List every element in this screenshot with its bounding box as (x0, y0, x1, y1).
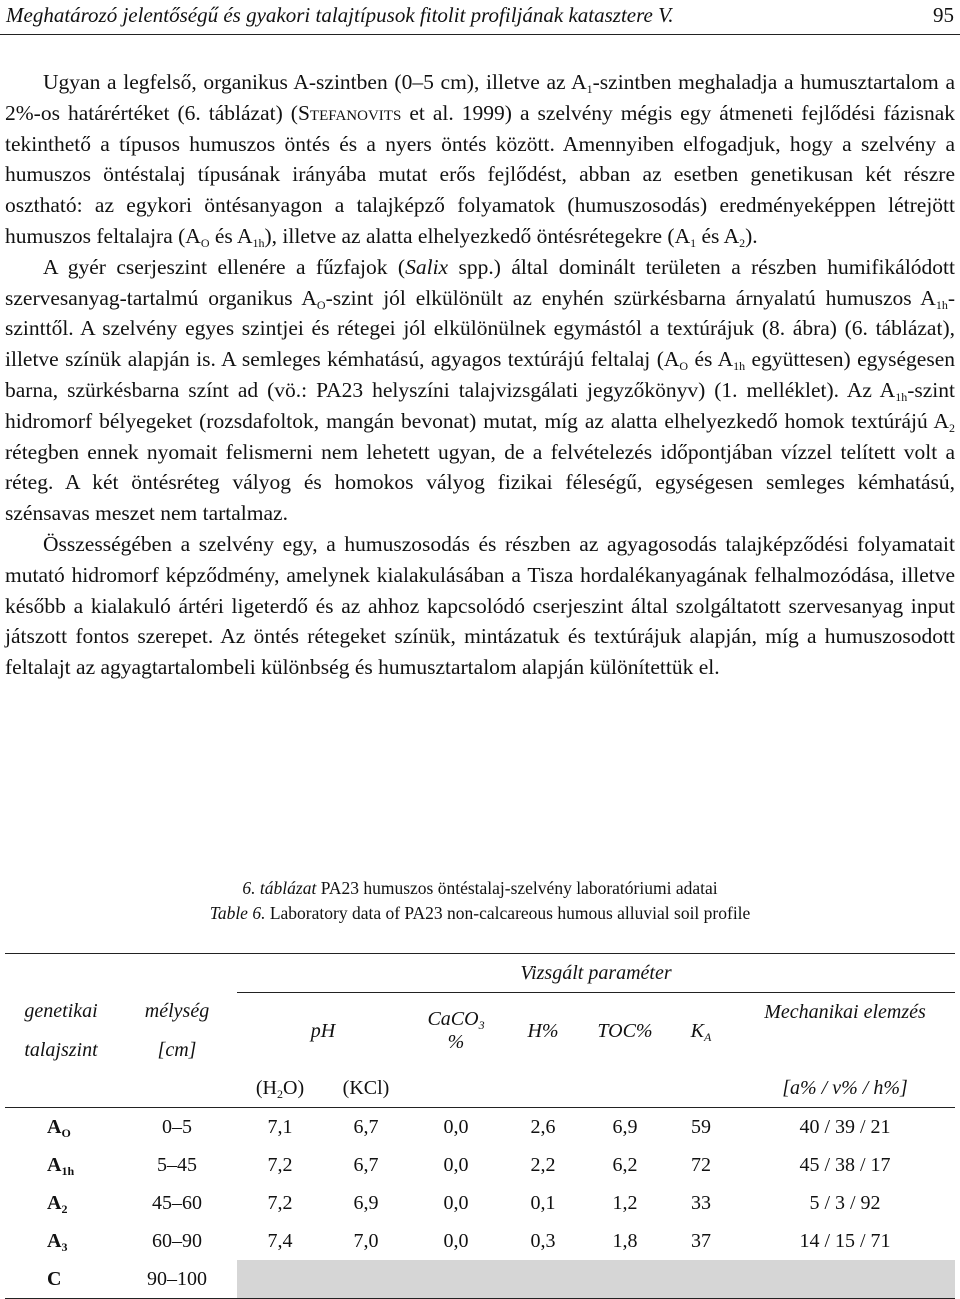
caption-label: 6. táblázat (242, 878, 317, 898)
cell-depth: 5–45 (157, 1153, 197, 1176)
table-row (5, 1108, 955, 1147)
col-ka (667, 993, 735, 1070)
paragraph-3: Összességében a szelvény egy, a humuszosodás és részben az agyagosodás talajképződési folyamatait mutató hidromorf képződmény, amelynek kialakulásában a Tisza hordalékanyagának felhalmozódása, illetve később a kialakuló ártéri ligeterdő és az ahhoz kapcsolódó cserjeszint által szolgáltatott szervesanyag input játszott fontos szerepet. Az öntés rétegeket színük, mintázatuk és textúrájuk alapján, míg a humuszosodott feltalajt az agyagtartalombeli különbség és humusztartalom alapján különítettük el. (5, 531, 955, 680)
h2o-label: O) (283, 1076, 305, 1099)
table-row (5, 1260, 955, 1299)
col-mech-unit: [a% / v% / h%] (782, 1076, 908, 1099)
cell-ph-kcl: 6,9 (353, 1191, 379, 1214)
soil-level (5, 1222, 117, 1260)
cell-toc: 1,2 (612, 1191, 638, 1214)
empty-cell (503, 1069, 583, 1108)
table-row (5, 1184, 955, 1222)
h2o-label: (H (255, 1076, 277, 1099)
author-name: Stefanovits (297, 100, 402, 125)
cell-mech: 14 / 15 / 71 (799, 1229, 891, 1252)
species-name: Salix (405, 254, 449, 279)
cell-depth: 0–5 (162, 1115, 192, 1138)
col-h: H% (527, 1019, 559, 1042)
cell-ph-kcl: 7,0 (353, 1229, 379, 1252)
cell-ph-h2o: 7,1 (267, 1115, 293, 1138)
cell-caco3: 0,0 (443, 1153, 469, 1176)
caco3-label: CaCO (427, 1008, 479, 1030)
ka-label: K (690, 1019, 704, 1042)
col-mech: Mechanikai elemzés (764, 1000, 926, 1023)
level-letter: A (47, 1153, 62, 1176)
level-letter: A (47, 1191, 62, 1214)
header-row-2 (5, 993, 955, 1032)
text-run: -szint hidromorf bélyegeket (rozsdafoltok, mangán bevonat) mutat, míg az alatta elhelyezkedő homok textúrájú A (5, 377, 955, 433)
soil-level (5, 1146, 117, 1184)
cell-mech: 5 / 3 / 92 (809, 1191, 881, 1214)
cell-ka: 33 (691, 1191, 711, 1214)
cell-caco3: 0,0 (443, 1191, 469, 1214)
text-run: -szinttől. A szelvény egyes szintjei és rétegei jól elkülönülnek egymástól a textúrájuk (8. ábra) (6. táblázat), illetve színük alapján is. A semleges kémhatású, agyagos textúrájú feltalaj (A (5, 285, 956, 372)
subscript: 1 (690, 235, 697, 250)
text-run: A gyér cserjeszint ellenére a fűzfajok ( (43, 254, 406, 279)
cell-caco3 (409, 1260, 503, 1299)
subscript: 1 (586, 82, 593, 96)
subscript: 2 (949, 420, 955, 435)
cell-ph-h2o: 7,2 (267, 1153, 293, 1176)
cell-h: 0,3 (530, 1229, 556, 1252)
subscript: 1h (733, 359, 746, 374)
level-letter: A (47, 1229, 62, 1252)
caco3-unit: % (447, 1031, 465, 1053)
subscript: A (704, 1029, 712, 1044)
paragraph-2 (5, 252, 955, 529)
col-melyseg-1: mélység (144, 1000, 210, 1023)
cell-h: 0,1 (530, 1191, 556, 1214)
level-letter: C (47, 1267, 62, 1290)
cell-toc (583, 1260, 667, 1299)
text-run: ). (745, 223, 758, 248)
empty-cell (735, 1031, 955, 1069)
text-run: rétegben ennek nyomait felismerni nem lehetett ugyan, de a felvételezés időpontjában vízzel telített volt a réteg. A két öntésréteg vályog és homokos vályog fizikai féleségű, egységesen semleges kémhatású, szénsavas meszet nem tartalmaz. (5, 439, 955, 526)
col-genetikai-1: genetikai (24, 1000, 98, 1023)
col-melyseg-2: [cm] (157, 1038, 197, 1061)
text-run: et al. 1999) a szelvény mégis egy átmeneti fejlődési fázisnak tekinthető a típusos humuszos öntés és a nyers öntés között. Amennyiben elfogadjuk, hogy a szelvény a humuszos öntéstalaj típusának irányába mutat erős fejlődést, abban az esetben genetikusan két részre osztható: az egykori öntésanyagon a talajképző folyamatok (humuszosodás) eredményeképpen létrejött humuszos feltalajra (A (5, 100, 955, 248)
table-caption-en (0, 901, 960, 925)
cell-ka: 59 (691, 1115, 711, 1138)
col-caco3 (409, 993, 503, 1070)
cell-caco3: 0,0 (443, 1115, 469, 1138)
col-genetikai-2: talajszint (24, 1038, 98, 1061)
group-header: Vizsgált paraméter (237, 954, 955, 993)
cell-h: 2,2 (530, 1153, 556, 1176)
header-row-1 (5, 954, 955, 993)
text-run: -szint jól elkülönült az enyhén szürkésbarna árnyalatú humuszos A (325, 285, 936, 310)
soil-level (5, 1260, 117, 1299)
table-caption-hu (0, 876, 960, 900)
paragraph-1 (5, 67, 955, 252)
empty-cell (117, 1069, 237, 1108)
text-run: és A (696, 223, 740, 248)
text-run: együttesen) egységesen barna, szürkésbarna színt ad (vö.: PA23 helyszíni talajvizsgálati jegyzőkönyv) (1. melléklet). Az A (5, 347, 955, 402)
lab-data-table (5, 953, 955, 1299)
cell-ph-kcl: 6,7 (353, 1153, 379, 1176)
cell-mech: 40 / 39 / 21 (799, 1115, 891, 1138)
cell-ph-kcl: 6,7 (353, 1115, 379, 1138)
cell-caco3: 0,0 (443, 1229, 469, 1252)
cell-mech (735, 1260, 955, 1299)
caption-text: PA23 humuszos öntéstalaj-szelvény laboratóriumi adatai (316, 878, 718, 898)
cell-depth: 90–100 (147, 1267, 207, 1290)
soil-level (5, 1184, 117, 1222)
subscript: O (316, 297, 326, 312)
empty-cell (117, 954, 237, 993)
cell-toc: 6,2 (612, 1153, 638, 1176)
table-body (5, 1108, 955, 1299)
cell-h: 2,6 (530, 1115, 556, 1138)
soil-level (5, 1108, 117, 1147)
caption-text: Laboratory data of PA23 non-calcareous humous alluvial soil profile (265, 903, 751, 923)
cell-toc: 1,8 (612, 1229, 638, 1252)
cell-ka: 72 (691, 1153, 711, 1176)
cell-ph-h2o: 7,4 (267, 1229, 293, 1252)
subscript: 2 (61, 1201, 68, 1216)
text-run: -szintben meghaladja a humusztartalom a 2%-os határértéket (6. táblázat) ( (5, 70, 955, 125)
caption-label: Table 6. (209, 903, 266, 923)
empty-cell (583, 1069, 667, 1108)
text-run: és A (688, 347, 734, 372)
text-run: és A (209, 223, 253, 248)
col-ph-h2o (237, 1069, 323, 1108)
subscript: 1h (61, 1163, 75, 1178)
running-header (0, 0, 960, 35)
subscript: O (61, 1125, 71, 1140)
col-ph: pH (310, 1019, 336, 1042)
page-number: 95 (933, 3, 954, 27)
empty-cell (5, 954, 117, 993)
article-body (5, 67, 955, 683)
subscript: O (200, 235, 210, 250)
cell-ph-h2o: 7,2 (267, 1191, 293, 1214)
empty-cell (667, 1069, 735, 1108)
subscript: 1h (935, 297, 948, 312)
subscript: 1h (252, 235, 265, 250)
cell-h (503, 1260, 583, 1299)
cell-depth: 60–90 (152, 1229, 202, 1252)
text-run: ), illetve az alatta elhelyezkedő öntésrétegekre (A (264, 223, 691, 248)
cell-ka (667, 1260, 735, 1299)
cell-ka: 37 (691, 1229, 711, 1252)
empty-cell (409, 1069, 503, 1108)
running-title: Meghatározó jelentőségű és gyakori talajtípusok fitolit profiljának katasztere V. (6, 3, 674, 27)
header-row-4 (5, 1069, 955, 1108)
level-letter: A (47, 1115, 62, 1138)
cell-mech: 45 / 38 / 17 (799, 1153, 891, 1176)
col-ph-kcl: (KCl) (342, 1076, 390, 1099)
col-toc: TOC% (597, 1019, 653, 1042)
text-run: spp.) által dominált területen a részben humifikálódott szervesanyag-tartalmú organikus A (5, 254, 955, 310)
subscript: 2 (277, 1086, 283, 1101)
subscript: 3 (478, 1018, 485, 1032)
subscript: 3 (61, 1239, 68, 1254)
text-run: Ugyan a legfelső, organikus A-szintben (0–5 cm), illetve az A (43, 70, 587, 94)
cell-depth: 45–60 (152, 1191, 202, 1214)
cell-ph-kcl (323, 1260, 409, 1299)
cell-ph-h2o (237, 1260, 323, 1299)
subscript: O (679, 359, 689, 374)
table-row (5, 1146, 955, 1184)
subscript: 1h (895, 389, 908, 404)
cell-toc: 6,9 (612, 1115, 638, 1138)
subscript: 2 (739, 235, 746, 250)
empty-cell (5, 1069, 117, 1108)
table-row (5, 1222, 955, 1260)
